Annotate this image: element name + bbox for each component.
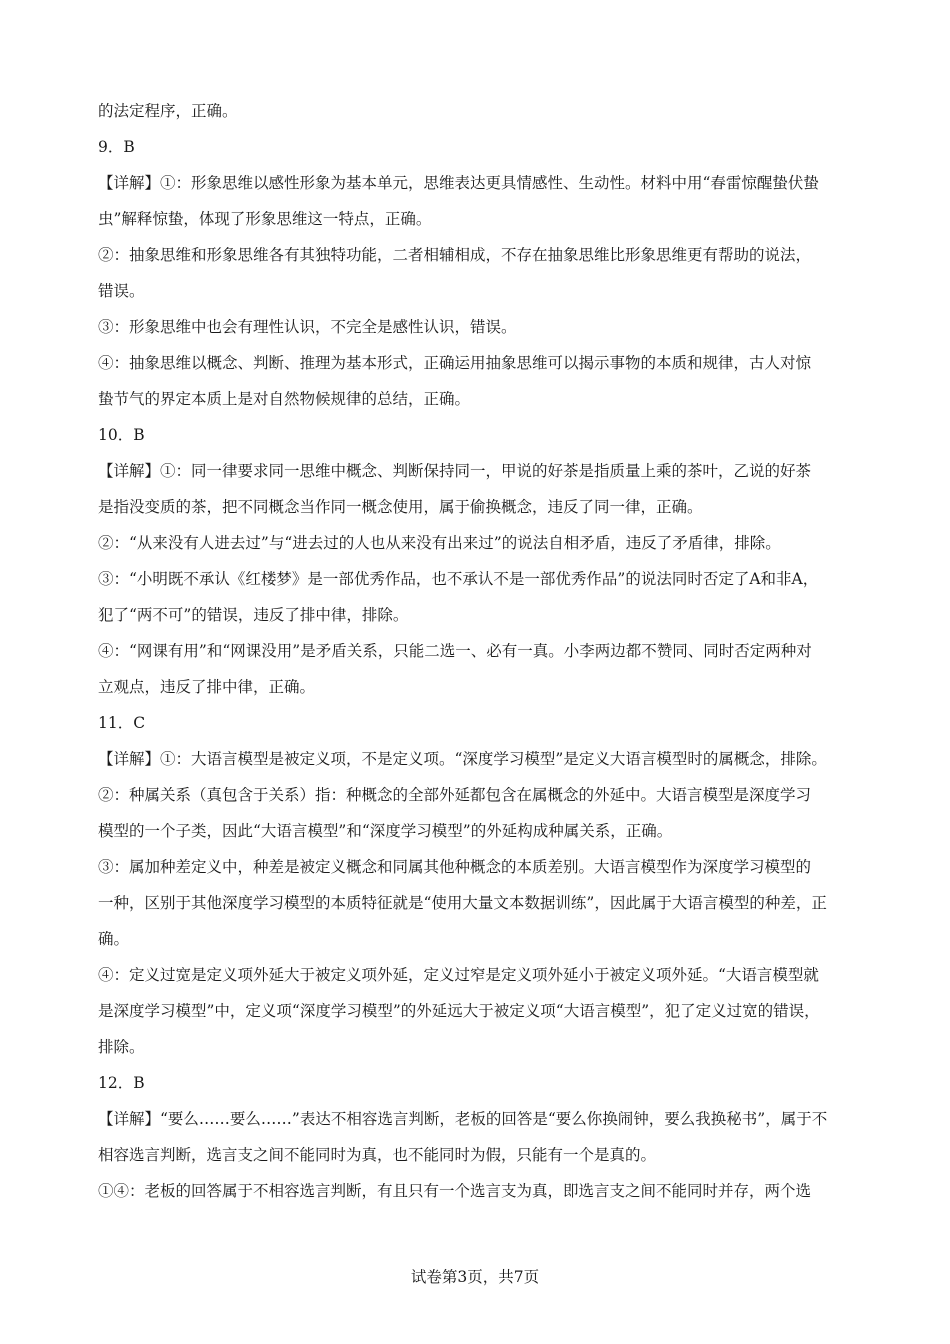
page-footer: 试卷第3页，共7页	[410, 1268, 540, 1286]
text-line: ④：“网课有用”和“网课没用”是矛盾关系，只能二选一、必有一真。小李两边都不赞同、同时否定两种对	[98, 642, 812, 660]
text-line: ④：抽象思维以概念、判断、推理为基本形式，正确运用抽象思维可以揭示事物的本质和规律，古人对惊	[98, 354, 812, 372]
text-line: 蛰节气的界定本质上是对自然物候规律的总结，正确。	[98, 390, 471, 408]
text-line: ①④：老板的回答属于不相容选言判断，有且只有一个选言支为真，即选言支之间不能同时并存，两个选	[98, 1182, 812, 1200]
text-line: 排除。	[98, 1038, 145, 1056]
question-number-10: 10．B	[98, 426, 145, 444]
text-line: 【详解】“要么……要么……”表达不相容选言判断，老板的回答是“要么你换闹钟，要么我换秘书”，属于不	[98, 1110, 828, 1128]
text-line: 的法定程序，正确。	[98, 102, 238, 120]
text-line: 一种，区别于其他深度学习模型的本质特征就是“使用大量文本数据训练”，因此属于大语言模型的种差，正	[98, 894, 827, 912]
question-number-11: 11．C	[98, 714, 146, 732]
text-line: ②：“从来没有人进去过”与“进去过的人也从来没有出来过”的说法自相矛盾，违反了矛盾律，排除。	[98, 534, 781, 552]
text-line: 【详解】①：同一律要求同一思维中概念、判断保持同一，甲说的好茶是指质量上乘的茶叶，乙说的好茶	[98, 462, 812, 480]
text-line: 是指没变质的茶，把不同概念当作同一概念使用，属于偷换概念，违反了同一律，正确。	[98, 498, 703, 516]
text-line: ④：定义过宽是定义项外延大于被定义项外延，定义过窄是定义项外延小于被定义项外延。“大语言模型就	[98, 966, 819, 984]
text-line: ③：“小明既不承认《红楼梦》是一部优秀作品，也不承认不是一部优秀作品”的说法同时否定了A和非A，	[98, 570, 819, 588]
text-line: 错误。	[98, 282, 145, 300]
text-line: 虫”解释惊蛰，体现了形象思维这一特点，正确。	[98, 210, 432, 228]
text-line: ③：形象思维中也会有理性认识，不完全是感性认识，错误。	[98, 318, 517, 336]
text-line: 立观点，违反了排中律，正确。	[98, 678, 316, 696]
text-line: 相容选言判断，选言支之间不能同时为真，也不能同时为假，只能有一个是真的。	[98, 1146, 657, 1164]
text-line: 是深度学习模型”中，定义项“深度学习模型”的外延远大于被定义项“大语言模型”，犯了定义过宽的错误，	[98, 1002, 820, 1020]
text-line: 模型的一个子类，因此“大语言模型”和“深度学习模型”的外延构成种属关系，正确。	[98, 822, 673, 840]
text-line: 【详解】①：大语言模型是被定义项，不是定义项。“深度学习模型”是定义大语言模型时的属概念，排除。	[98, 750, 827, 768]
question-number-12: 12．B	[98, 1074, 145, 1092]
text-line: 确。	[98, 930, 130, 948]
question-number-9: 9．B	[98, 138, 135, 156]
text-line: ②：种属关系（真包含于关系）指：种概念的全部外延都包含在属概念的外延中。大语言模型是深度学习	[98, 786, 812, 804]
text-line: 【详解】①：形象思维以感性形象为基本单元，思维表达更具情感性、生动性。材料中用“春雷惊醒蛰伏蛰	[98, 174, 819, 192]
answer-explanations	[98, 93, 858, 1209]
text-line: 犯了“两不可”的错误，违反了排中律，排除。	[98, 606, 409, 624]
text-line: ③：属加种差定义中，种差是被定义概念和同属其他种概念的本质差别。大语言模型作为深度学习模型的	[98, 858, 812, 876]
text-line: ②：抽象思维和形象思维各有其独特功能，二者相辅相成，不存在抽象思维比形象思维更有帮助的说法，	[98, 246, 812, 264]
